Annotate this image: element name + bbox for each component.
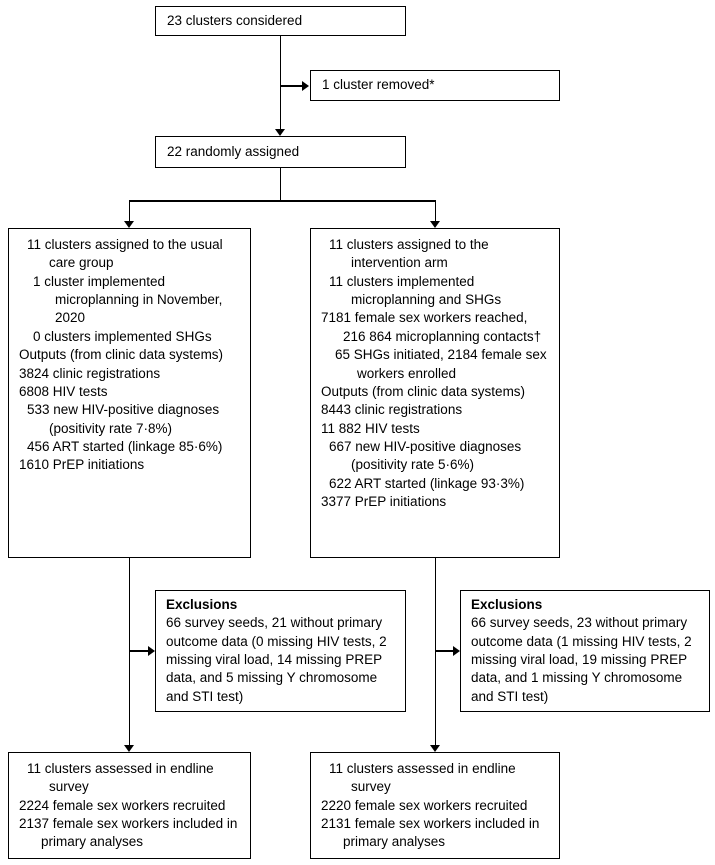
text-line: 622 ART started (linkage 93·3%) bbox=[329, 475, 525, 491]
box-exclusions-usual-care bbox=[155, 590, 406, 712]
text-line: 1610 PrEP initiations bbox=[19, 457, 145, 473]
arrow-down-icon bbox=[124, 221, 134, 228]
connector-to-removed bbox=[280, 85, 302, 87]
text-line: 1 cluster implemented microplanning in November, 2020 bbox=[33, 273, 223, 326]
exclusions-body: 66 survey seeds, 23 without primary outcome data (1 missing HIV tests, 2 missing viral load, 19 missing PREP data, and 1 missing Y chromosome and STI test) bbox=[471, 615, 692, 704]
box-cluster-removed bbox=[310, 70, 560, 101]
cluster-removed-label: 1 cluster removed* bbox=[322, 77, 435, 93]
box-exclusions-intervention bbox=[460, 590, 710, 712]
connector-to-exclusions-right bbox=[435, 650, 454, 652]
text-line: 3824 clinic registrations bbox=[19, 365, 161, 381]
randomly-assigned-label: 22 randomly assigned bbox=[167, 143, 300, 159]
arrow-right-icon bbox=[148, 646, 155, 656]
box-randomly-assigned bbox=[155, 136, 406, 168]
connector-considered-to-randomized bbox=[280, 36, 282, 129]
box-clusters-considered bbox=[155, 6, 406, 36]
arrow-down-icon bbox=[430, 745, 440, 752]
text-line: 65 SHGs initiated, 2184 female sex workers enrolled bbox=[335, 347, 547, 381]
text-line: Outputs (from clinic data systems) bbox=[321, 383, 526, 399]
text-line: 6808 HIV tests bbox=[19, 383, 108, 399]
text-line: 11 clusters implemented microplanning and SHGs bbox=[329, 273, 502, 308]
exclusions-title: Exclusions bbox=[166, 597, 238, 612]
text-line: Outputs (from clinic data systems) bbox=[19, 347, 224, 363]
box-usual-care-group bbox=[8, 228, 251, 558]
connector-split-horizontal bbox=[129, 200, 436, 202]
text-line: 11 882 HIV tests bbox=[321, 420, 420, 436]
connector-intervention-to-endline bbox=[435, 558, 437, 745]
text-line: 533 new HIV-positive diagnoses (positivity rate 7·8%) bbox=[27, 402, 220, 436]
exclusions-title: Exclusions bbox=[471, 597, 543, 612]
text-line: 2220 female sex workers recruited bbox=[321, 797, 528, 813]
text-line: 2131 female sex workers included in primary analyses bbox=[321, 816, 540, 850]
text-line: 2137 female sex workers included in primary analyses bbox=[19, 816, 238, 850]
connector-to-exclusions-left bbox=[129, 650, 148, 652]
text-line: 11 clusters assessed in endline survey bbox=[27, 761, 214, 795]
connector-usual-care-to-endline bbox=[129, 558, 131, 745]
arrow-right-icon bbox=[453, 646, 460, 656]
text-line: 11 clusters assigned to the intervention arm bbox=[329, 237, 489, 271]
text-line: 0 clusters implemented SHGs bbox=[33, 328, 212, 344]
text-line: 11 clusters assessed in endline survey bbox=[329, 761, 516, 795]
text-line: 8443 clinic registrations bbox=[321, 402, 463, 418]
text-line: 2224 female sex workers recruited bbox=[19, 797, 226, 813]
connector-randomized-down bbox=[280, 168, 282, 200]
box-intervention-arm bbox=[310, 228, 560, 558]
text-line: 667 new HIV-positive diagnoses (positivity rate 5·6%) bbox=[329, 438, 522, 473]
text-line: 11 clusters assigned to the usual care group bbox=[27, 237, 223, 271]
arrow-down-icon bbox=[430, 221, 440, 228]
clusters-considered-label: 23 clusters considered bbox=[167, 12, 303, 28]
arrow-down-icon bbox=[275, 129, 285, 136]
text-line: 456 ART started (linkage 85·6%) bbox=[27, 438, 223, 454]
text-line: 7181 female sex workers reached, 216 864 microplanning contacts† bbox=[321, 310, 542, 344]
exclusions-body: 66 survey seeds, 21 without primary outcome data (0 missing HIV tests, 2 missing viral load, 14 missing PREP data, and 5 missing Y chromosome and STI test) bbox=[166, 615, 387, 704]
arrow-right-icon bbox=[302, 81, 309, 91]
arrow-down-icon bbox=[124, 745, 134, 752]
box-endline-usual-care bbox=[8, 752, 251, 859]
connector-to-intervention bbox=[435, 200, 437, 221]
connector-to-usual-care bbox=[129, 200, 131, 221]
text-line: 3377 PrEP initiations bbox=[321, 494, 447, 510]
box-endline-intervention bbox=[310, 752, 560, 859]
